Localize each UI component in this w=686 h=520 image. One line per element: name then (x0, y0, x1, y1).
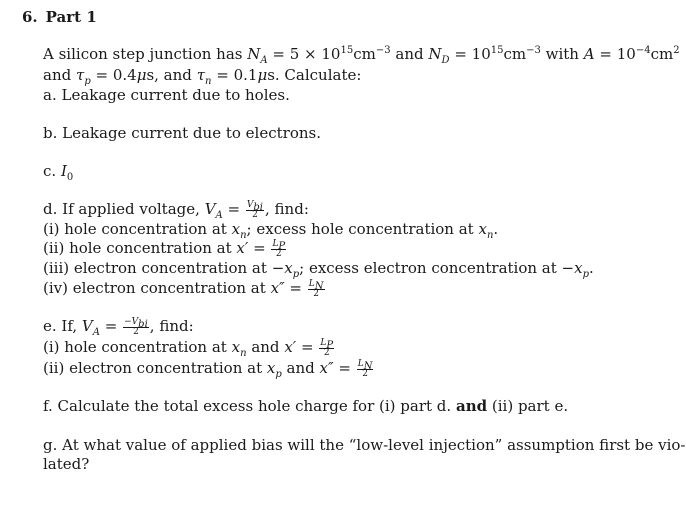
item-d: d. If applied voltage, $V_A$ = $\frac{V_{bi}}{2}$ , find: (43, 199, 309, 221)
intro-line-1: A silicon step junction has $N_A = 5 \times 10^{15}cm^{-3}$ and $N_D = 10^{15}cm^{-3}$ with $A = 10^{-4}cm^2$ (43, 45, 680, 66)
item-d-iv: (iv) electron concentration at x″ = $\frac{L_N}{2}$ (43, 278, 324, 299)
item-d-i: (i) hole concentration at $x_n$; excess hole concentration at $x_n$. (43, 220, 499, 241)
item-d-iii: (iii) electron concentration at $-x_p$; excess electron concentration at $-x_p$. (43, 259, 594, 280)
problem-heading (22, 8, 97, 26)
item-b: b. Leakage current due to electrons. (43, 124, 321, 142)
item-e-ii: (ii) electron concentration at $x_p$ and x″ = $\frac{L_N}{2}$ (43, 358, 373, 380)
fraction-neg-vbi-over-2: $\frac{-V_{bi}}{2}$ (124, 316, 148, 337)
fraction-vbi-over-2: $\frac{V_{bi}}{2}$ (246, 199, 264, 220)
problem-number: 6. (22, 8, 38, 26)
item-g-line-2: lated? (43, 455, 90, 473)
nd-symbol: N (428, 45, 442, 63)
intro-line-2: and $\tau_p = 0.4\mu s$, and $\tau_n = 0.1\mu s$. Calculate: (43, 66, 362, 87)
item-a: a. Leakage current due to holes. (43, 86, 290, 104)
problem-title: Part 1 (45, 8, 97, 26)
item-e: e. If, $V_A$ = $\frac{-V_{bi}}{2}$ , find: (43, 316, 194, 338)
item-f: f. Calculate the total excess hole charge for (i) part d. and (ii) part e. (43, 397, 569, 415)
item-d-ii: (ii) hole concentration at x′ = $\frac{L_P}{2}$ (43, 238, 286, 259)
na-symbol: N (247, 45, 261, 63)
item-c: c. $I_0$ (43, 162, 74, 183)
area-symbol: A (583, 45, 595, 63)
item-g-line-1: g. At what value of applied bias will the “low-level injection” assumption first be vio- (43, 436, 686, 454)
item-e-i: (i) hole concentration at $x_n$ and x′ = $\frac{L_P}{2}$ (43, 337, 334, 359)
